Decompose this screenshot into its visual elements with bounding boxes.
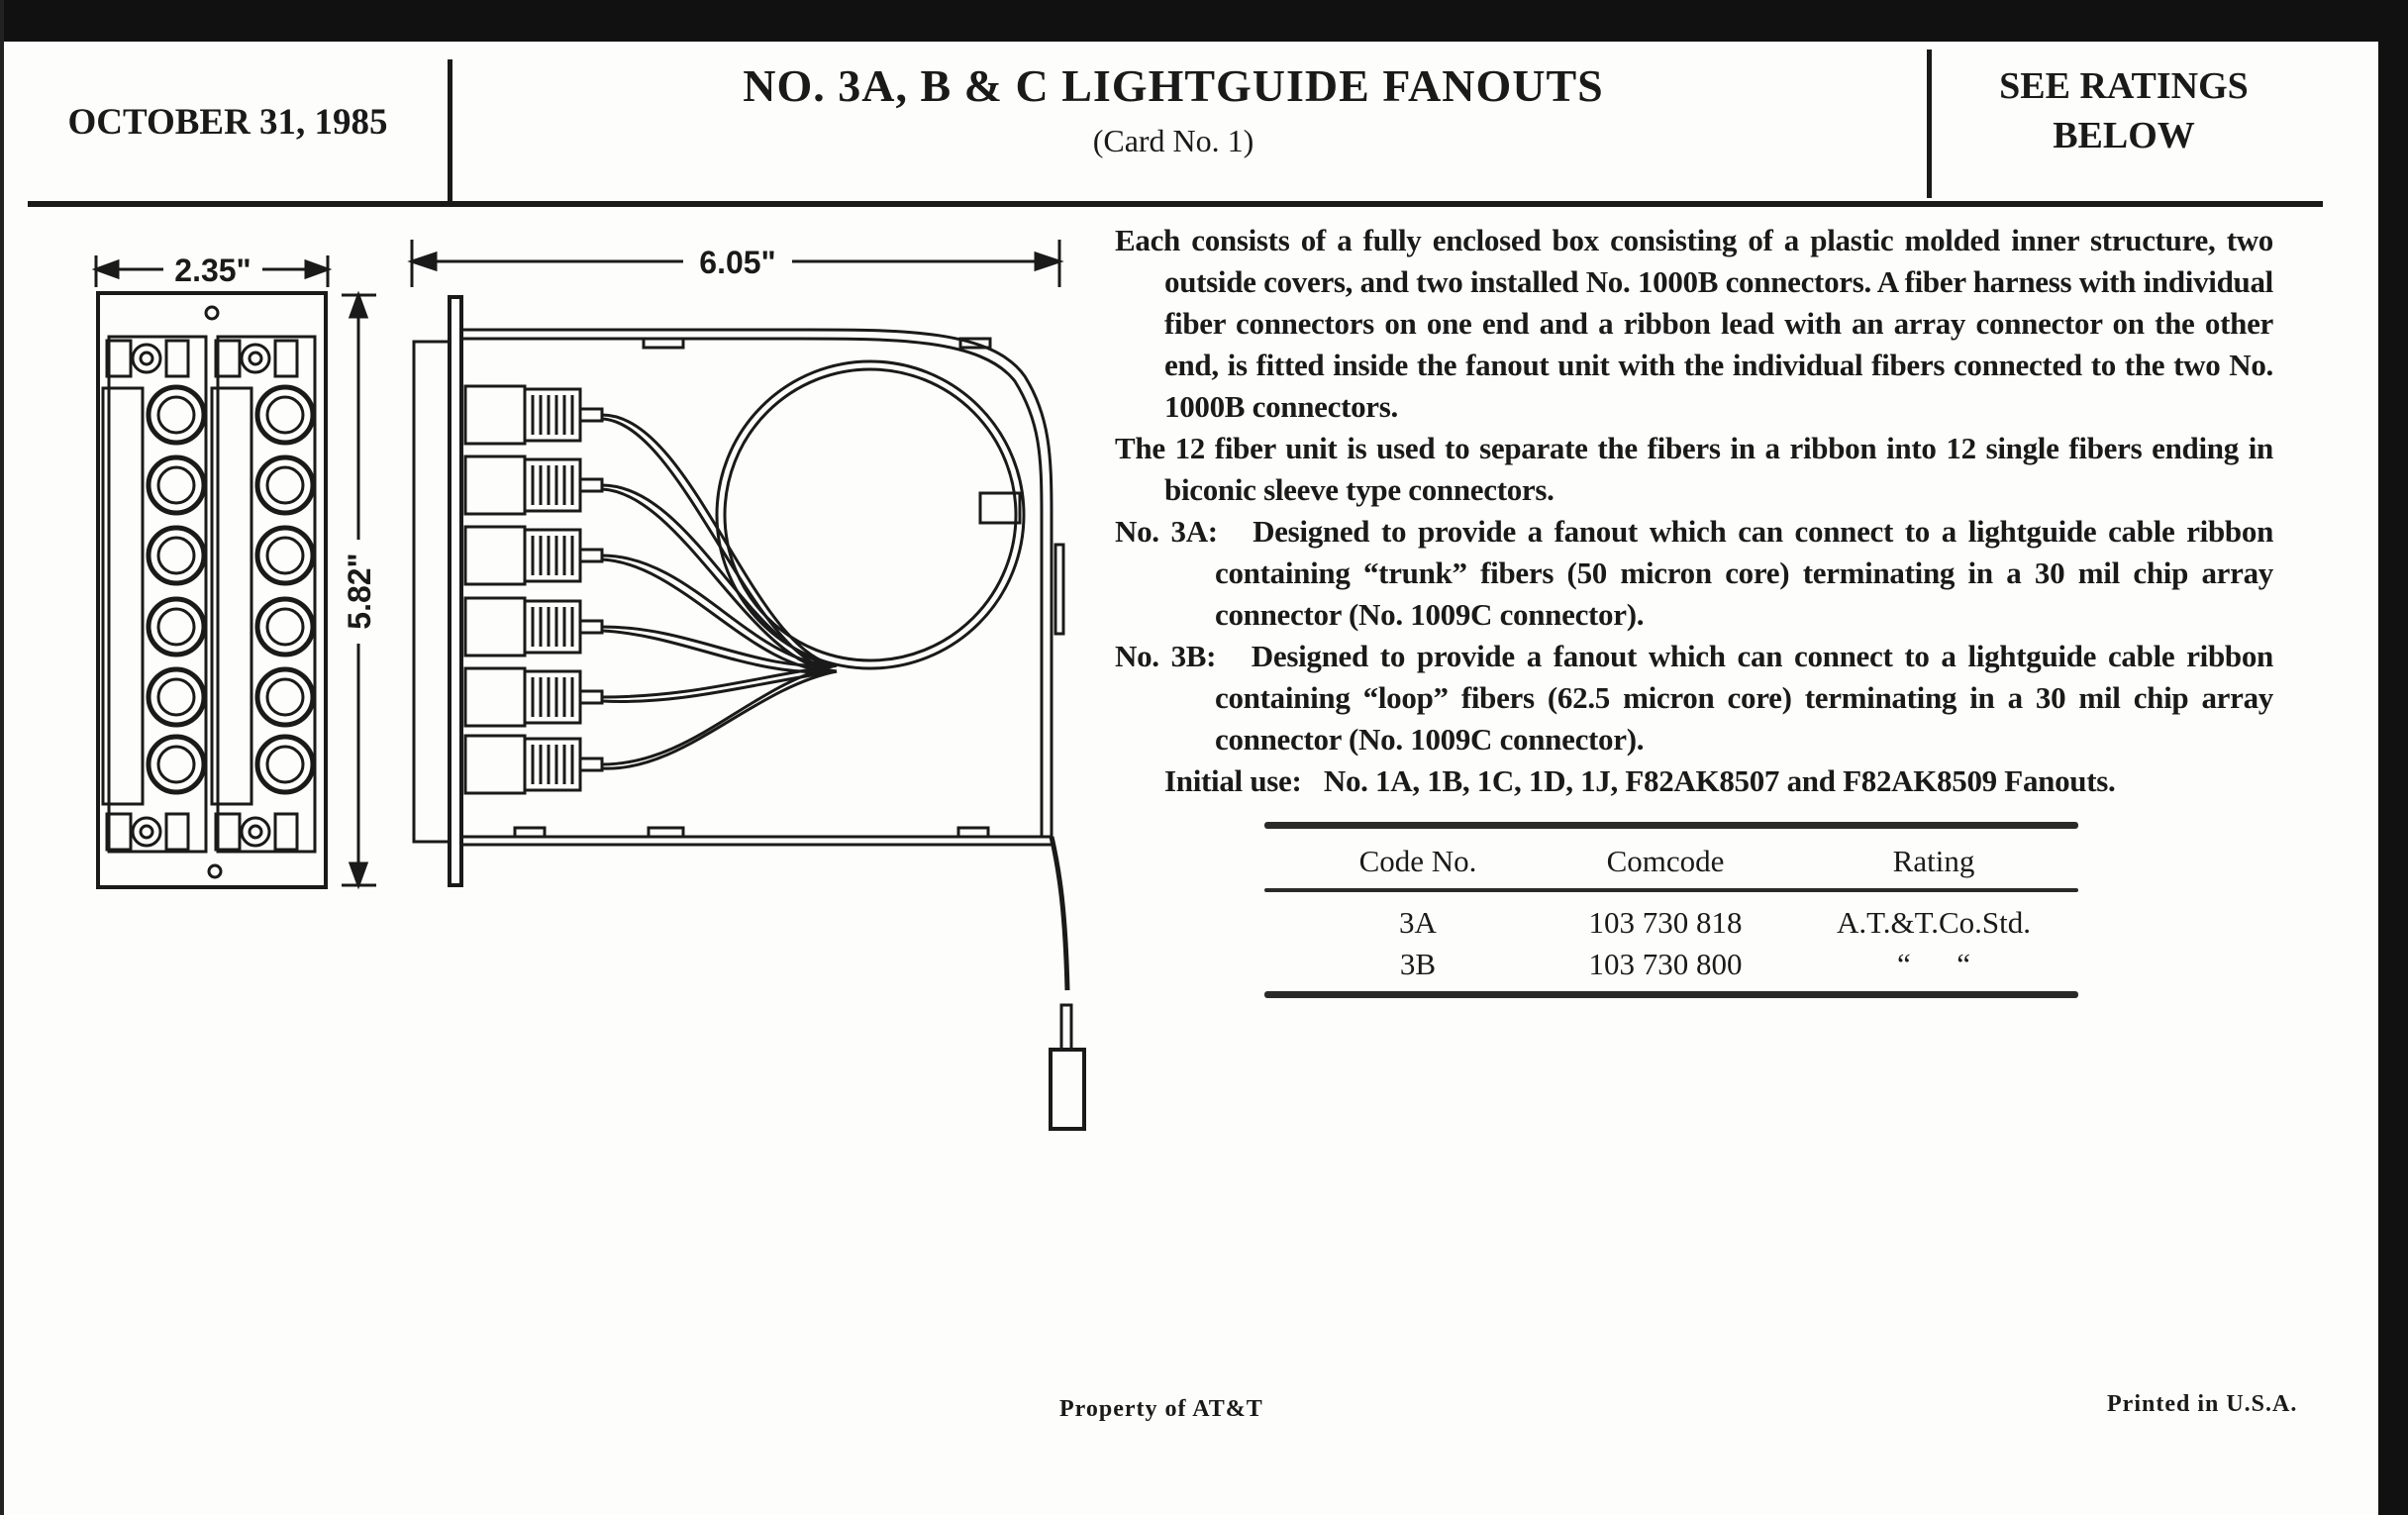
cell-rating: “ “ bbox=[1896, 947, 1971, 981]
ratings-note-line2: BELOW bbox=[2053, 115, 2195, 156]
no-3a-label: No. 3A: bbox=[1115, 514, 1218, 549]
cell-rating: A.T.&T.Co.Std. bbox=[1836, 905, 2032, 940]
connector-body bbox=[465, 736, 525, 793]
cell-comcode: 103 730 800 bbox=[1588, 947, 1743, 981]
connector-port bbox=[257, 599, 313, 655]
no-3b-label: No. 3B: bbox=[1115, 639, 1217, 673]
connector-port bbox=[257, 387, 313, 443]
mount-screw bbox=[242, 345, 269, 372]
connector-port-inner bbox=[158, 679, 194, 715]
cell-code: 3A bbox=[1399, 905, 1437, 940]
no-3b-description bbox=[1115, 636, 2273, 760]
mount-screw bbox=[242, 818, 269, 846]
connector-boot bbox=[580, 758, 602, 770]
table-bottom-rule bbox=[1264, 991, 2078, 998]
connector-port bbox=[257, 737, 313, 792]
ratings-note-line1: SEE RATINGS bbox=[1999, 65, 2249, 107]
connector-body bbox=[465, 668, 525, 726]
dimension-width bbox=[96, 252, 328, 288]
no-3a-description bbox=[1115, 511, 2273, 636]
mount-screw bbox=[133, 345, 160, 372]
connector-boot bbox=[580, 479, 602, 491]
mount-tab bbox=[216, 814, 240, 850]
mount-tab bbox=[275, 341, 297, 376]
connector-port-inner bbox=[267, 538, 303, 573]
mount-tab bbox=[216, 341, 240, 376]
table-header-row bbox=[1264, 841, 2078, 882]
connector-body bbox=[465, 456, 525, 514]
mount-screw-center bbox=[250, 353, 261, 364]
cell-comcode: 103 730 818 bbox=[1588, 905, 1743, 940]
header-rating: Rating bbox=[1892, 844, 1975, 878]
fiber-strand bbox=[602, 665, 837, 764]
connector-port bbox=[149, 599, 204, 655]
footer-property: Property of AT&T bbox=[1059, 1396, 1263, 1422]
mount-tab bbox=[107, 341, 131, 376]
connector-port bbox=[149, 528, 204, 583]
no-3a-text: Designed to provide a fanout which can connect to a lightguide cable ribbon containing “trunk” fibers (50 micron core) terminating in a 30 mil chip array connector (No. 1009C connector). bbox=[1215, 514, 2274, 632]
card-number: (Card No. 1) bbox=[1092, 123, 1254, 158]
card-date: OCTOBER 31, 1985 bbox=[67, 102, 388, 143]
connector-boot bbox=[580, 691, 602, 703]
connector-boot bbox=[580, 550, 602, 561]
connector-boot bbox=[580, 621, 602, 633]
initial-use bbox=[1115, 760, 2273, 802]
connector-port bbox=[149, 669, 204, 725]
connector-port bbox=[257, 457, 313, 513]
no-3b-text: Designed to provide a fanout which can connect to a lightguide cable ribbon containing “loop” fibers (62.5 micron core) terminating in a 30 mil chip array connector (No. 1009C connector). bbox=[1215, 639, 2273, 757]
connector-port bbox=[149, 737, 204, 792]
ratings-table bbox=[1264, 822, 2078, 998]
page-title: NO. 3A, B & C LIGHTGUIDE FANOUTS bbox=[743, 60, 1604, 111]
header-code-no: Code No. bbox=[1358, 844, 1477, 878]
connector-port-inner bbox=[267, 679, 303, 715]
connector-port bbox=[149, 457, 204, 513]
description-paragraph: Each consists of a fully enclosed box consisting of a plastic molded inner structure, two outside covers, and two installed No. 1000B connectors. A fiber harness with individual fiber connectors on one end and a ribbon lead with an array connector on the other end, is fitted inside the fanout unit with the individual fibers connected to the two No. 1000B connectors. bbox=[1115, 223, 2273, 424]
description-paragraph: The 12 fiber unit is used to separate the fibers in a ribbon into 12 single fibers ending in biconic sleeve type connectors. bbox=[1115, 431, 2273, 507]
initial-use-text: No. 1A, 1B, 1C, 1D, 1J, F82AK8507 and F82AK8509 Fanouts. bbox=[1323, 763, 2116, 798]
connector-body bbox=[465, 598, 525, 656]
connector-body bbox=[465, 386, 525, 444]
table-row bbox=[1264, 902, 2078, 944]
table-row bbox=[1264, 944, 2078, 985]
connector-port bbox=[149, 387, 204, 443]
mount-tab bbox=[166, 341, 188, 376]
connector-port-inner bbox=[267, 609, 303, 645]
connector-body bbox=[465, 527, 525, 584]
mount-screw-center bbox=[141, 353, 152, 364]
mount-tab bbox=[275, 814, 297, 850]
mount-screw-center bbox=[250, 826, 261, 838]
description bbox=[1115, 220, 2273, 802]
connector-boot bbox=[580, 409, 602, 421]
dimension-depth bbox=[412, 240, 1059, 287]
connector-port-inner bbox=[158, 747, 194, 782]
dimension-height bbox=[342, 295, 377, 885]
connector-port-inner bbox=[158, 467, 194, 503]
depth-label: 6.05" bbox=[699, 245, 776, 280]
side-view bbox=[414, 297, 1084, 1129]
mount-tab bbox=[166, 814, 188, 850]
footer-printed: Printed in U.S.A. bbox=[2107, 1391, 2298, 1417]
table-header-rule bbox=[1264, 888, 2078, 892]
cell-code: 3B bbox=[1399, 947, 1437, 981]
connector-port-inner bbox=[158, 609, 194, 645]
connector-port-inner bbox=[158, 538, 194, 573]
header-comcode: Comcode bbox=[1606, 844, 1725, 878]
connector-port bbox=[257, 528, 313, 583]
front-view bbox=[98, 293, 326, 887]
mount-screw bbox=[133, 818, 160, 846]
table-top-rule bbox=[1264, 822, 2078, 829]
connector-port-inner bbox=[158, 397, 194, 433]
initial-use-label: Initial use: bbox=[1164, 763, 1302, 798]
mount-tab bbox=[107, 814, 131, 850]
connector-port bbox=[257, 669, 313, 725]
connector-port-inner bbox=[267, 747, 303, 782]
fiber-strand bbox=[602, 485, 837, 665]
width-label: 2.35" bbox=[174, 252, 251, 288]
connector-port-inner bbox=[267, 397, 303, 433]
mount-screw-center bbox=[141, 826, 152, 838]
height-label: 5.82" bbox=[342, 553, 377, 630]
connector-port-inner bbox=[267, 467, 303, 503]
